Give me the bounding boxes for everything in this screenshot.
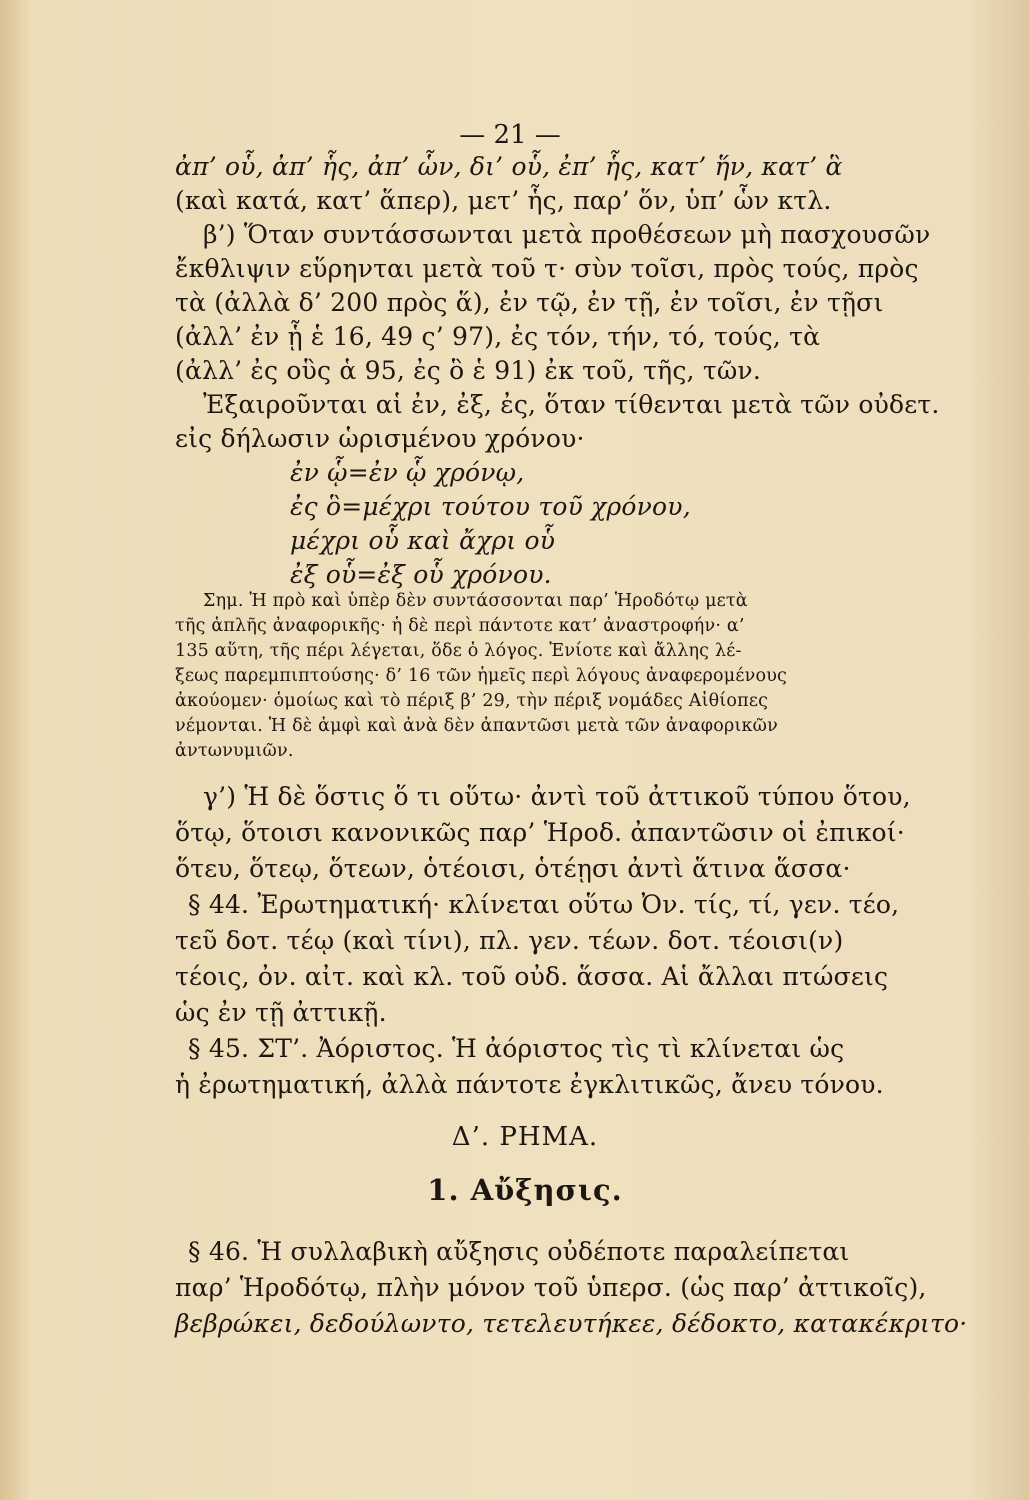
text-line: ἐς ὃ=μέχρι τούτου τοῦ χρόνου, (290, 492, 691, 521)
page-number: — 21 — (459, 120, 561, 150)
text-line: ἐξ οὗ=ἐξ οὗ χρόνου. (290, 560, 552, 589)
section-heading: Δ’. ΡΗΜΑ. (451, 1122, 599, 1152)
text-line: (καὶ κατά, κατ’ ἅπερ), μετ’ ἧς, παρ’ ὅν, ὑπ’ ὧν κτλ. (175, 186, 832, 215)
text-line: τὰ (ἀλλὰ δ’ 200 πρὸς ἅ), ἐν τῷ, ἐν τῇ, ἐν τοῖσι, ἐν τῇσι (175, 288, 884, 317)
note-line: ξεως παρεμπιπτούσης· δ’ 16 τῶν ἡμεῖς περὶ λόγους ἀναφερομένους (175, 666, 788, 686)
note-line: Σημ. Ἡ πρὸ καὶ ὑπὲρ δὲν συντάσσονται παρ’ Ἡροδότῳ μετὰ (203, 591, 748, 611)
text-line: τέοις, ὀν. αἰτ. καὶ κλ. τοῦ οὐδ. ἅσσα. Αἱ ἄλλαι πτώσεις (175, 962, 889, 991)
text-line: ὡς ἐν τῇ ἀττικῇ. (175, 998, 387, 1027)
text-line: ὅτῳ, ὅτοισι κανονικῶς παρ’ Ἡροδ. ἀπαντῶσιν οἱ ἐπικοί· (175, 818, 905, 847)
note-line: 135 αὕτη, τῆς πέρι λέγεται, ὅδε ὁ λόγος. Ἐνίοτε καὶ ἄλλης λέ- (175, 641, 742, 661)
text-line: (ἀλλ’ ἐς οὓς ἁ 95, ἐς ὃ ἑ 91) ἐκ τοῦ, τῆς, τῶν. (175, 356, 761, 385)
text-line: εἰς δήλωσιν ὡρισμένου χρόνου· (175, 424, 585, 453)
text-line: βεβρώκει, δεδούλωντο, τετελευτήκεε, δέδοκτο, κατακέκριτο· (175, 1309, 968, 1338)
text-line: ἐν ᾧ=ἐν ᾧ χρόνῳ, (290, 458, 525, 487)
note-line: ἀκούομεν· ὁμοίως καὶ τὸ πέριξ β’ 29, τὴν πέριξ νομάδες Αἰθίοπες (175, 691, 769, 711)
text-line: γ’) Ἡ δὲ ὅστις ὅ τι οὕτω· ἀντὶ τοῦ ἀττικοῦ τύπου ὅτου, (203, 782, 911, 811)
text-line: ἀπ’ οὗ, ἀπ’ ἧς, ἀπ’ ὧν, δι’ οὗ, ἐπ’ ἧς, κατ’ ἥν, κατ’ ἃ (175, 152, 843, 181)
text-line: Ἐξαιροῦνται αἱ ἐν, ἐξ, ἐς, ὅταν τίθενται μετὰ τῶν οὐδετ. (203, 390, 940, 419)
text-line: β’) Ὅταν συντάσσωνται μετὰ προθέσεων μὴ πασχουσῶν (203, 220, 931, 249)
text-line: τεῦ δοτ. τέῳ (καὶ τίνι), πλ. γεν. τέων. δοτ. τέοισι(ν) (175, 926, 844, 955)
subsection-heading: 1. Αὔξησις. (427, 1173, 623, 1207)
text-line: § 44. Ἐρωτηματική· κλίνεται οὕτω Ὀν. τίς, τί, γεν. τέο, (188, 890, 900, 919)
text-line: ἔκθλιψιν εὕρηνται μετὰ τοῦ τ· σὺν τοῖσι, πρὸς τούς, πρὸς (175, 254, 919, 283)
text-line: ὅτευ, ὅτεῳ, ὅτεων, ὁτέοισι, ὁτέῃσι ἀντὶ ἅτινα ἅσσα· (175, 854, 851, 883)
text-line: § 45. ΣΤ’. Ἀόριστος. Ἡ ἀόριστος τὶς τὶ κλίνεται ὡς (188, 1034, 845, 1063)
text-line: § 46. Ἡ συλλαβικὴ αὔξησις οὐδέποτε παραλείπεται (188, 1237, 850, 1266)
note-line: ἀντωνυμιῶν. (175, 741, 294, 761)
text-line: μέχρι οὗ καὶ ἄχρι οὗ (290, 526, 556, 555)
note-line: τῆς ἁπλῆς ἀναφορικῆς· ἡ δὲ περὶ πάντοτε κατ’ ἀναστροφήν· α’ (175, 616, 745, 636)
text-line: (ἀλλ’ ἐν ᾗ ἑ 16, 49 ς’ 97), ἐς τόν, τήν, τό, τούς, τὰ (175, 322, 821, 351)
text-line: παρ’ Ἡροδότῳ, πλὴν μόνον τοῦ ὑπερσ. (ὡς παρ’ ἀττικοῖς), (175, 1273, 927, 1302)
text-line: ἡ ἐρωτηματική, ἀλλὰ πάντοτε ἐγκλιτικῶς, ἄνευ τόνου. (175, 1070, 884, 1099)
note-line: νέμονται. Ἡ δὲ ἀμφὶ καὶ ἀνὰ δὲν ἀπαντῶσι μετὰ τῶν ἀναφορικῶν (175, 716, 778, 736)
